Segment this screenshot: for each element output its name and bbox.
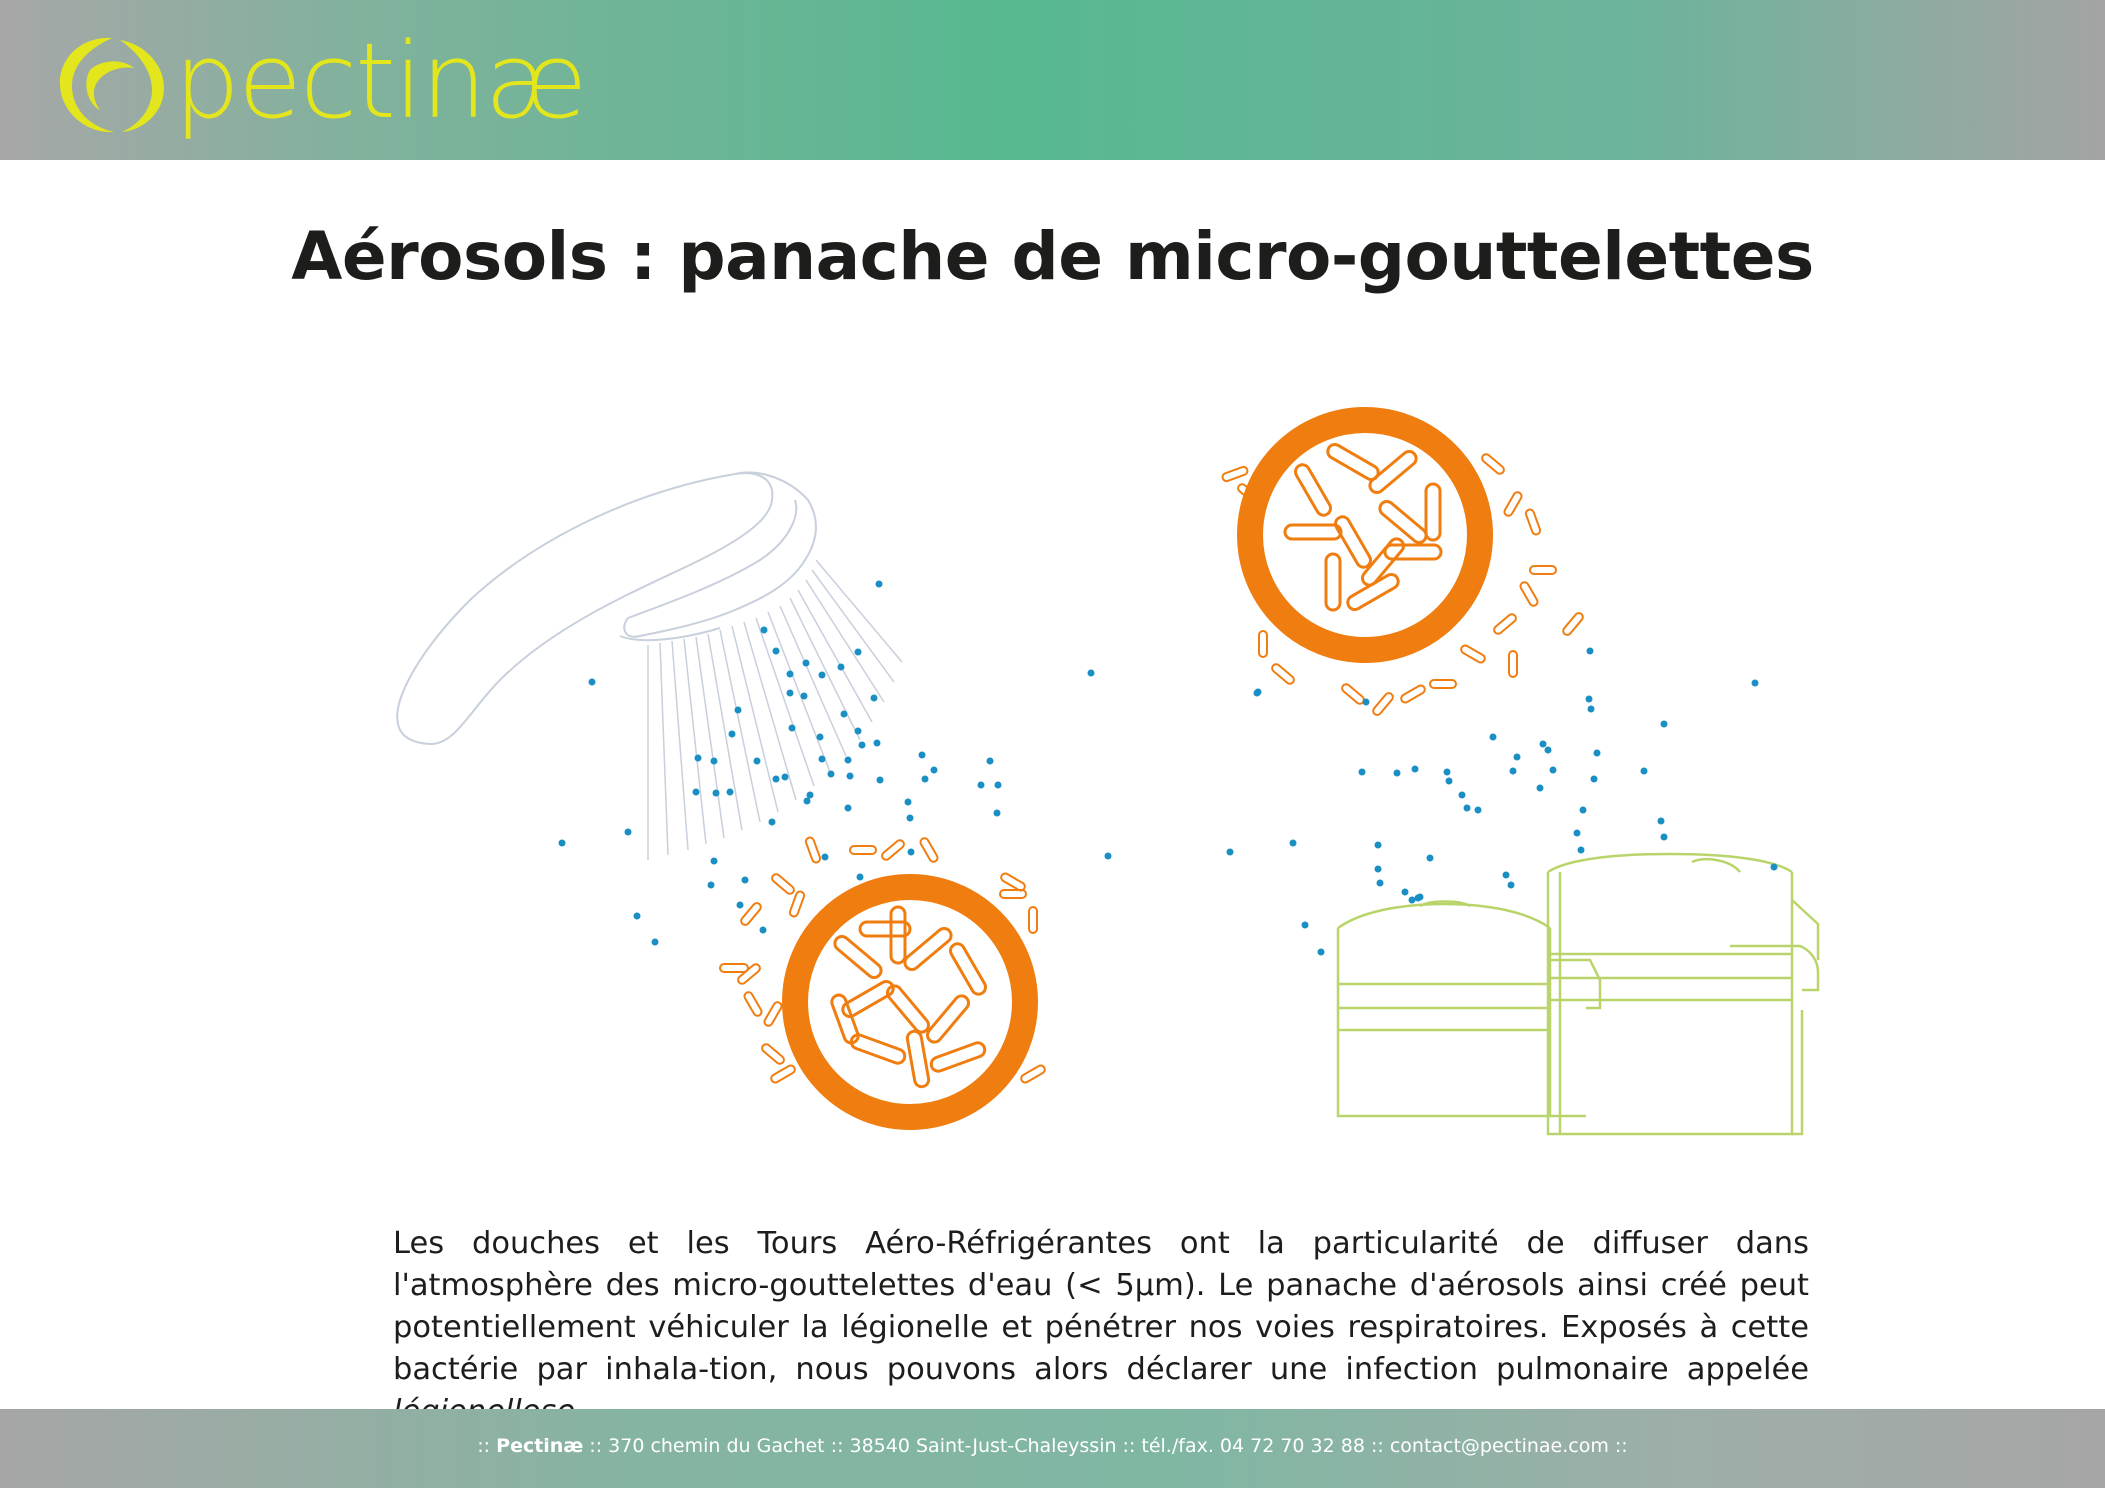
page-title: Aérosols : panache de micro-gouttelettes <box>291 218 1814 295</box>
footer-company: Pectinæ <box>496 1435 584 1457</box>
body-paragraph <box>393 1223 1809 1433</box>
body-text-main: Les douches et les Tours Aéro-Réfrigérantes ont la particularité de diffuser dans l'atmosphère des micro-gouttelettes d'eau (< 5µm). Le panache d'aérosols ainsi créé peut potentiellement véhiculer la légionelle et pénétrer nos voies respiratoires. Exposés à cette bactérie par inhala-tion, nous pouvons alors déclarer une infection pulmonaire appelée <box>393 1225 1809 1387</box>
droplets <box>559 581 1778 956</box>
footer-details: :: 370 chemin du Gachet :: 38540 Saint-Just-Chaleyssin :: tél./fax. 04 72 70 32 88 :: contact@pectinae.com :: <box>589 1435 1628 1457</box>
bacteria-droplet-icon <box>795 887 1025 1117</box>
footer-contact <box>0 1435 2105 1457</box>
bacteria-scatter-bottom <box>720 836 1046 1084</box>
footer-bar <box>0 1409 2105 1488</box>
bacteria-droplet-icon <box>1250 420 1480 650</box>
bacteria-scatter-top <box>1221 453 1584 717</box>
footer-prefix: :: <box>477 1435 491 1457</box>
shower-head-icon <box>397 472 816 744</box>
brand-name: pectinæ <box>174 20 585 142</box>
cooling-tower-icon <box>1338 854 1818 1134</box>
shower-spray-icon <box>648 560 902 860</box>
